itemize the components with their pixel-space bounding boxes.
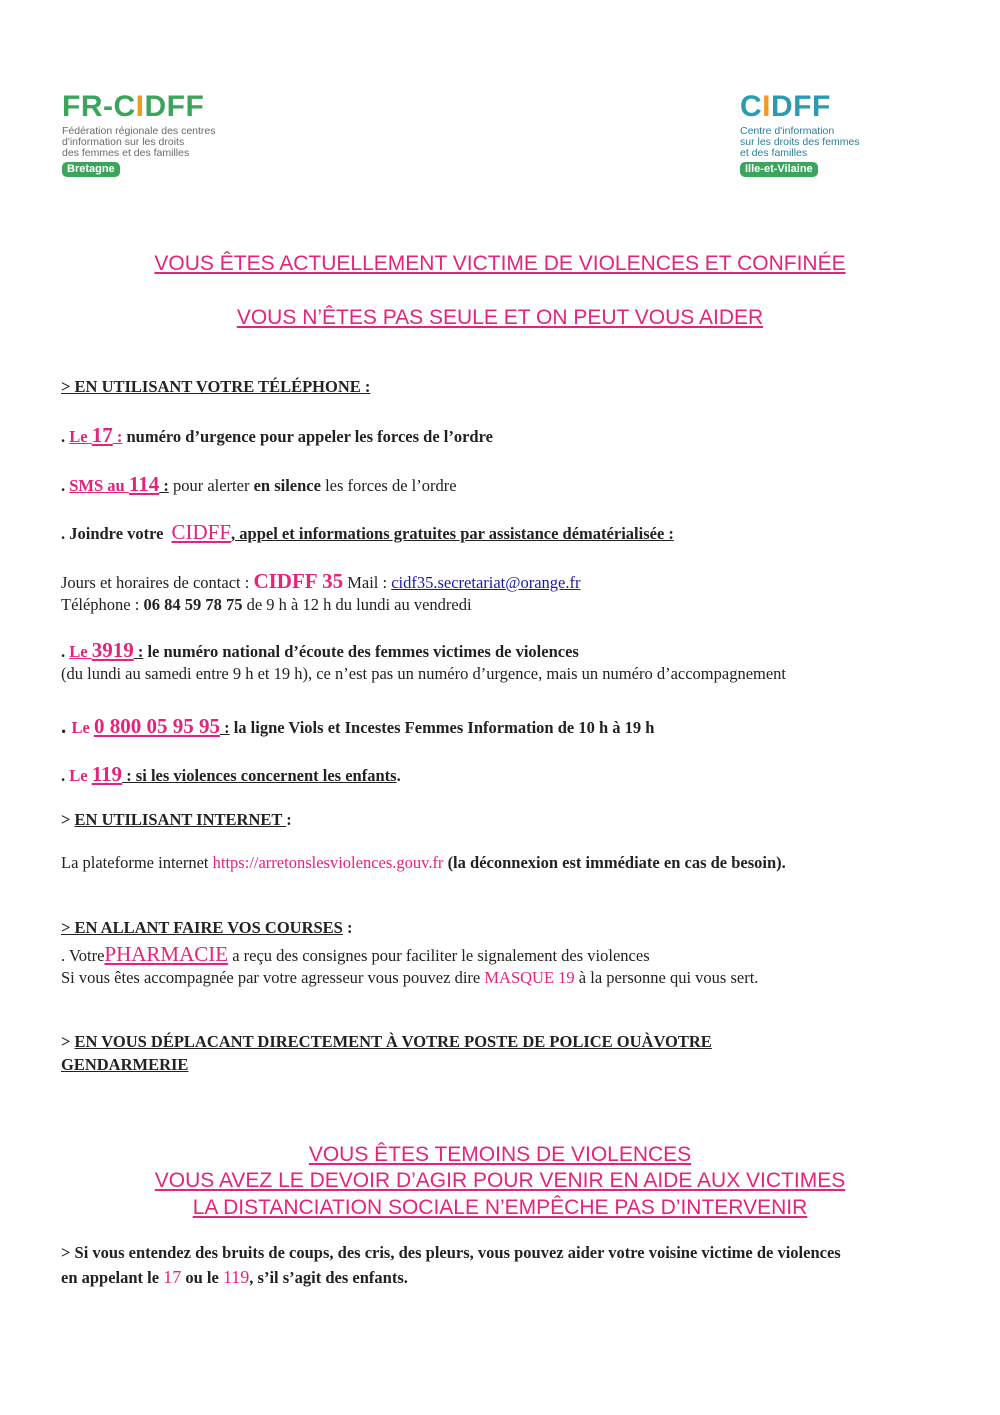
item-text: le numéro national d’écoute des femmes victimes de violences xyxy=(143,642,579,661)
item-text: : si les violences concernent les enfants xyxy=(122,766,397,785)
pharmacy-line xyxy=(61,943,650,967)
item-cidff xyxy=(61,521,674,545)
logo-sub-line: sur les droits des femmes xyxy=(740,136,860,148)
item-text-bold: en silence xyxy=(253,476,321,495)
platform-text: La plateforme internet xyxy=(61,853,213,872)
logo-sub-line: Fédération régionale des centres xyxy=(62,125,216,137)
item-text: pour alerter xyxy=(168,476,254,495)
label-sms: SMS au xyxy=(69,476,129,495)
item-sms-114 xyxy=(61,473,457,497)
masque-code: MASQUE 19 xyxy=(484,968,575,987)
heading-text: EN VOUS DÉPLACANT DIRECTEMENT À VOTRE POSTE DE POLICE OUÀVOTRE xyxy=(74,1032,712,1051)
heading-colon: : xyxy=(286,810,292,829)
item-3919 xyxy=(61,639,579,663)
telephone-line xyxy=(61,594,472,616)
pharmacy-text: a reçu des consignes pour faciliter le signalement des violences xyxy=(228,946,650,965)
item-text: la ligne Viols et Incestes Femmes Information de 10 h à 19 h xyxy=(229,718,655,737)
logo-title xyxy=(62,92,252,122)
headline-distancing: LA DISTANCIATION SOCIALE N’EMPÊCHE PAS D’INTERVENIR xyxy=(192,1196,808,1219)
contact-label: Jours et horaires de contact : xyxy=(61,573,254,592)
cidff-name: CIDFF xyxy=(171,520,232,544)
logo-subtitle xyxy=(62,126,252,159)
tel-hours: de 9 h à 12 h du lundi au vendredi xyxy=(242,595,472,614)
masque-text: à la personne qui vous sert. xyxy=(574,968,759,987)
colon: : xyxy=(159,476,169,495)
platform-url-link[interactable]: https://arretonslesviolences.gouv.fr xyxy=(212,853,444,872)
colon: : xyxy=(133,642,144,661)
logo-badge: Ille-et-Vilaine xyxy=(740,162,818,177)
section-heading-police xyxy=(61,1031,712,1053)
body-text: ou le xyxy=(181,1268,223,1287)
label-le: Le xyxy=(71,718,94,737)
item-0800 xyxy=(61,715,654,739)
item-17 xyxy=(61,424,493,448)
witness-body-1: > Si vous entendez des bruits de coups, des cris, des pleurs, vous pouvez aider votre voisine victime de violences xyxy=(61,1243,841,1262)
headline-not-alone: VOUS N’ÊTES PAS SEULE ET ON PEUT VOUS AIDER xyxy=(236,306,764,329)
number-17: 17 xyxy=(91,423,113,447)
tel-number: 06 84 59 78 75 xyxy=(143,595,243,614)
section-heading-police-2: GENDARMERIE xyxy=(61,1055,189,1074)
pharmacy-name: PHARMACIE xyxy=(104,942,229,966)
logo-badge: Bretagne xyxy=(62,162,120,177)
headline-witness: VOUS ÊTES TEMOINS DE VIOLENCES xyxy=(308,1143,692,1166)
label-le: Le xyxy=(69,642,92,661)
logo-title-part: FR-C xyxy=(62,90,136,123)
bullet: . xyxy=(61,642,70,661)
logo-title xyxy=(740,92,910,122)
headline-victim: VOUS ÊTES ACTUELLEMENT VICTIME DE VIOLENCES ET CONFINÉE xyxy=(154,252,846,275)
logo-title-accent: I xyxy=(762,90,772,123)
item-text: les forces de l’ordre xyxy=(320,476,457,495)
logo-sub-line: Centre d'information xyxy=(740,125,835,137)
bullet: . xyxy=(61,766,70,785)
contact-line xyxy=(61,570,580,594)
heading-prefix: > xyxy=(61,810,75,829)
dot: . xyxy=(396,766,401,785)
heading-prefix: > xyxy=(61,1032,75,1051)
bullet: . xyxy=(61,427,70,446)
label-le: Le xyxy=(69,427,92,446)
logo-sub-line: des femmes et des familles xyxy=(62,147,190,159)
body-text: , s’il s’agit des enfants. xyxy=(249,1268,408,1287)
section-heading-phone: > EN UTILISANT VOTRE TÉLÉPHONE : xyxy=(61,377,371,396)
heading-colon: : xyxy=(342,918,353,937)
witness-body-2 xyxy=(61,1266,408,1289)
logo-subtitle xyxy=(740,126,910,159)
logo-title-part: DFF xyxy=(771,90,831,123)
bullet: . xyxy=(61,714,72,738)
bullet: . xyxy=(61,476,70,495)
colon: : xyxy=(219,718,230,737)
heading-text: EN UTILISANT INTERNET xyxy=(74,810,287,829)
number-119: 119 xyxy=(222,1267,250,1287)
heading-text: > EN ALLANT FAIRE VOS COURSES xyxy=(61,918,343,937)
logo-sub-line: et des familles xyxy=(740,147,808,159)
email-link[interactable]: cidf35.secretariat@orange.fr xyxy=(391,573,581,592)
label-le: Le xyxy=(69,766,92,785)
body-text: en appelant le xyxy=(61,1268,164,1287)
logo-cidff-ille-et-vilaine xyxy=(740,92,910,177)
logo-sub-line: d'information sur les droits xyxy=(62,136,185,148)
logo-title-accent: I xyxy=(135,90,145,123)
headline-duty: VOUS AVEZ LE DEVOIR D’AGIR POUR VENIR EN AIDE AUX VICTIMES xyxy=(154,1169,846,1192)
internet-platform-line xyxy=(61,852,786,874)
colon: : xyxy=(112,427,123,446)
masque-line xyxy=(61,967,758,989)
tel-label: Téléphone : xyxy=(61,595,144,614)
number-119: 119 xyxy=(91,762,123,786)
section-heading-internet xyxy=(61,809,292,831)
item-119 xyxy=(61,763,401,787)
logo-fr-cidff-bretagne xyxy=(62,92,252,177)
number-0800: 0 800 05 95 95 xyxy=(93,714,220,738)
logo-title-part: C xyxy=(740,90,763,123)
item-text: , appel et informations gratuites par assistance dématérialisée : xyxy=(231,524,674,543)
number-114: 114 xyxy=(128,472,160,496)
pharmacy-text: . Votre xyxy=(61,946,105,965)
masque-text: Si vous êtes accompagnée par votre agresseur vous pouvez dire xyxy=(61,968,485,987)
item-text: . Joindre votre xyxy=(61,524,164,543)
item-text: numéro d’urgence pour appeler les forces de l’ordre xyxy=(122,427,493,446)
number-17: 17 xyxy=(163,1267,182,1287)
platform-note: (la déconnexion est immédiate en cas de besoin). xyxy=(443,853,786,872)
logo-title-part: DFF xyxy=(144,90,205,123)
section-heading-shopping xyxy=(61,917,352,939)
number-3919: 3919 xyxy=(91,638,134,662)
item-3919-detail: (du lundi au samedi entre 9 h et 19 h), ce n’est pas un numéro d’urgence, mais un numéro d’accompagnement xyxy=(61,664,787,683)
mail-label: Mail : xyxy=(343,573,392,592)
cidff35-name: CIDFF 35 xyxy=(253,569,344,593)
